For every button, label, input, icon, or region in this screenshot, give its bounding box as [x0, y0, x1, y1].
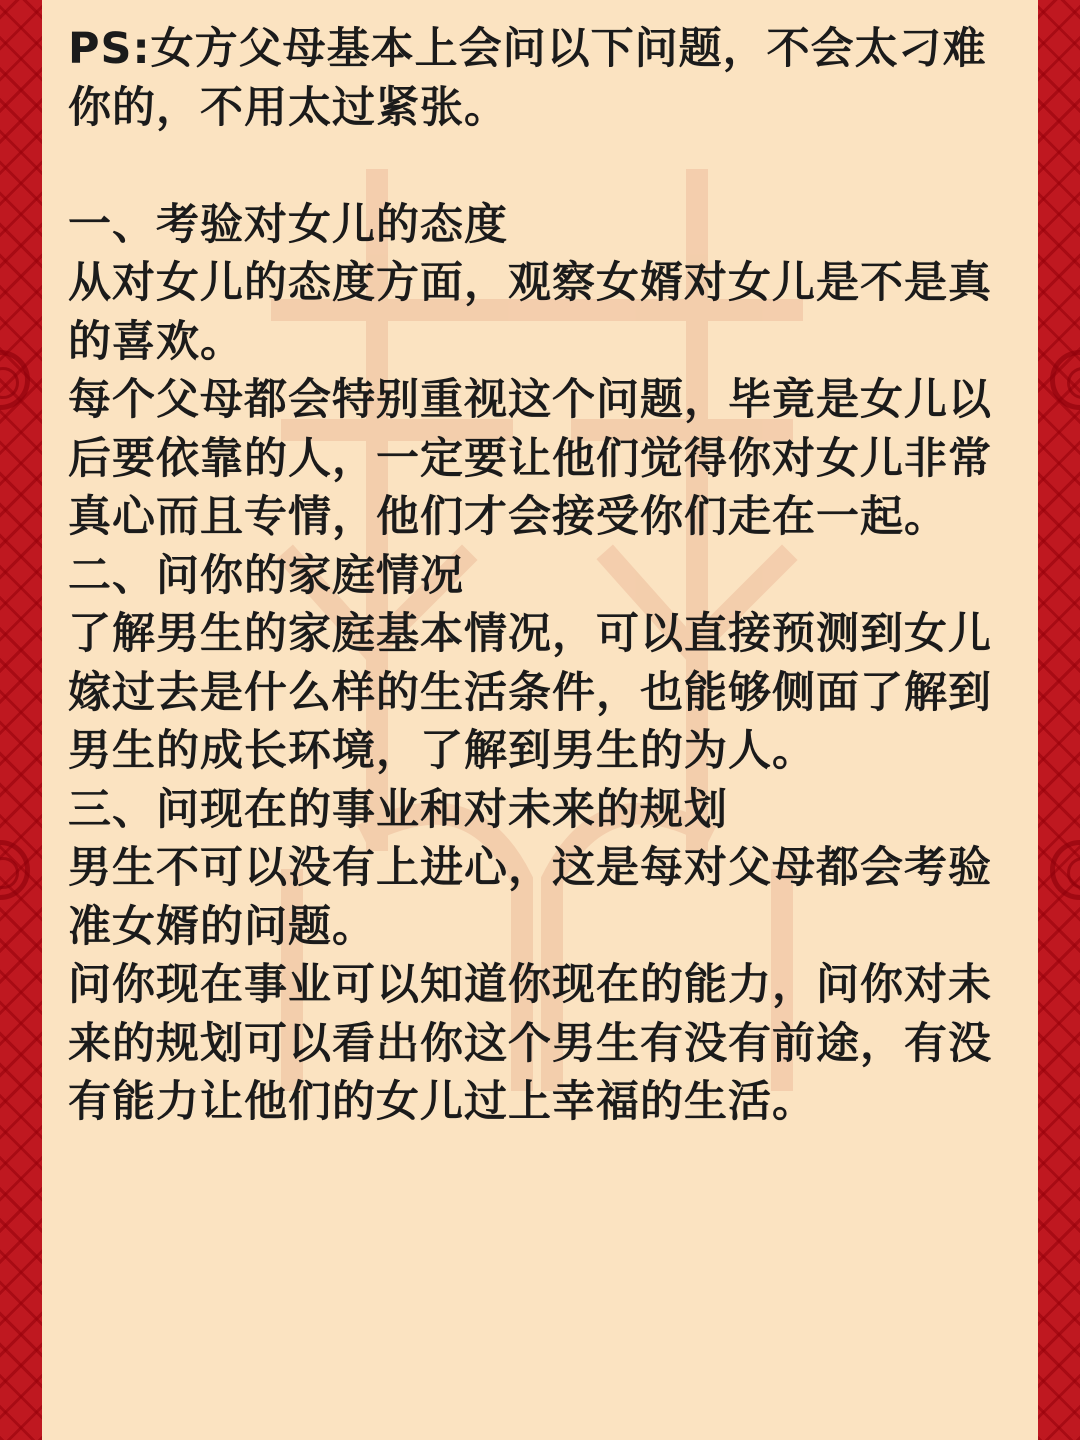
- left-medallion-ornament: [0, 350, 30, 410]
- section-paragraph: 问你现在事业可以知道你现在的能力，问你对未来的规划可以看出你这个男生有没有前途，有没有能力让他们的女儿过上幸福的生活。: [68, 960, 992, 1127]
- right-decorative-border: [1038, 0, 1080, 1440]
- left-medallion-ornament: [0, 840, 30, 900]
- section-paragraph: 从对女儿的态度方面，观察女婿对女儿是不是真的喜欢。: [68, 258, 992, 367]
- section-heading: 一、考验对女儿的态度: [68, 199, 508, 250]
- right-medallion-ornament: [1050, 840, 1080, 900]
- left-decorative-border: [0, 0, 42, 1440]
- section-paragraph: 了解男生的家庭基本情况，可以直接预测到女儿嫁过去是什么样的生活条件，也能够侧面了解到男生的成长环境，了解到男生的为人。: [68, 609, 992, 776]
- section-heading: 三、问现在的事业和对未来的规划: [68, 784, 728, 835]
- right-medallion-ornament: [1050, 350, 1080, 410]
- section-heading: 二、问你的家庭情况: [68, 550, 464, 601]
- spacer: [68, 137, 1018, 196]
- intro-paragraph: PS:女方父母基本上会问以下问题，不会太刁难你的，不用太过紧张。: [68, 24, 987, 133]
- content-panel: [42, 0, 1038, 1440]
- section-paragraph: 男生不可以没有上进心，这是每对父母都会考验准女婿的问题。: [68, 843, 992, 952]
- article-text: [68, 20, 1018, 1132]
- section-paragraph: 每个父母都会特别重视这个问题，毕竟是女儿以后要依靠的人，一定要让他们觉得你对女儿非常真心而且专情，他们才会接受你们走在一起。: [68, 375, 992, 542]
